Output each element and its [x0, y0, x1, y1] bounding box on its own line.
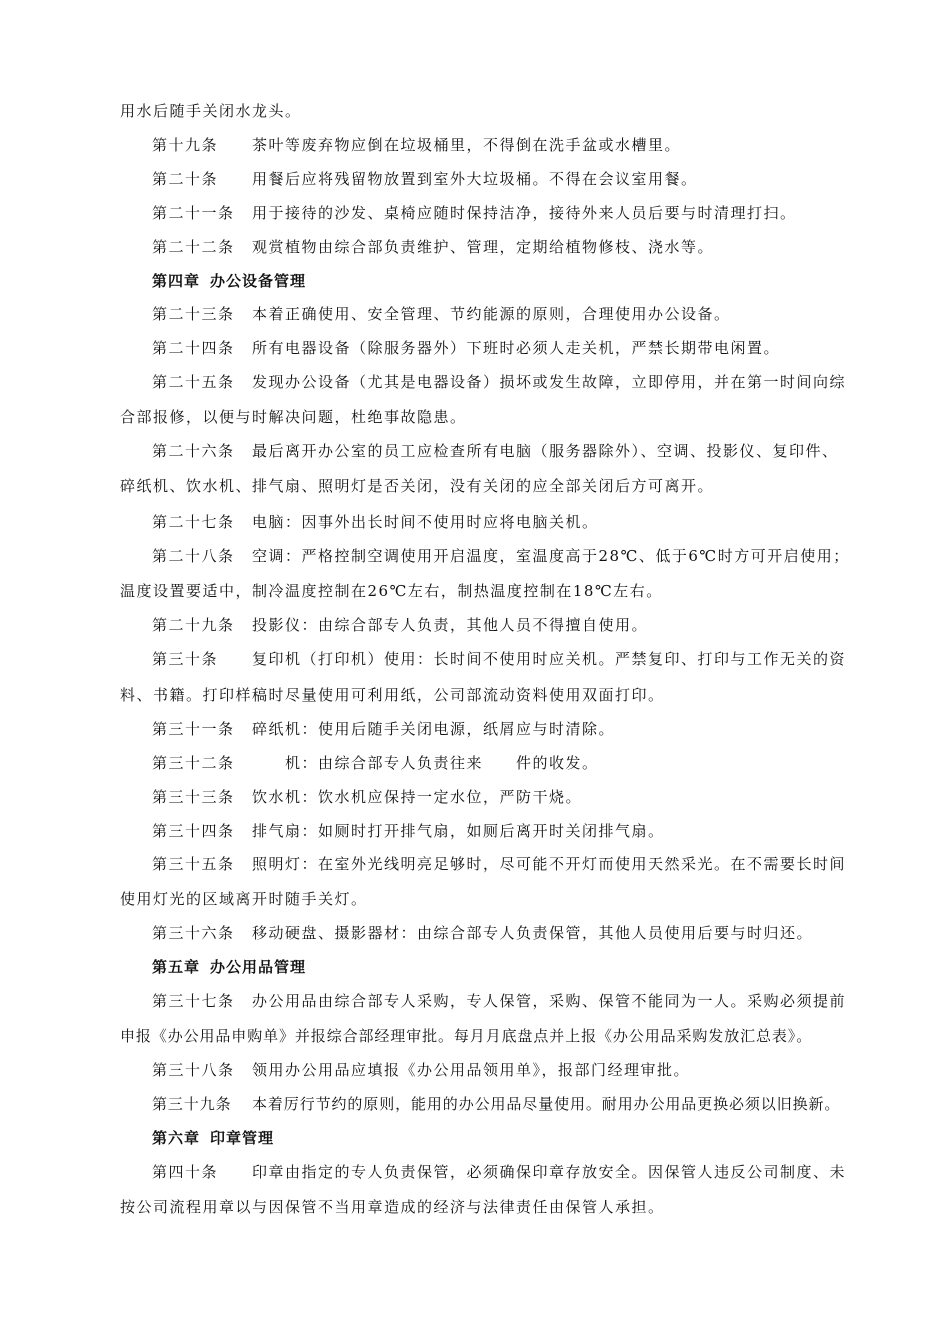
paragraph-line: 申报《办公用品申购单》并报综合部经理审批。每月月底盘点并上报《办公用品采购发放汇总表》。 — [120, 1027, 813, 1045]
article-text: 照明灯：在室外光线明亮足够时，尽可能不开灯而使用天然采光。在不需要长时间 — [252, 855, 847, 873]
article-text: 印章由指定的专人负责保管，必须确保印章存放安全。因保管人违反公司制度、未 — [252, 1163, 847, 1181]
article-text: 所有电器设备（除服务器外）下班时必须人走关机，严禁长期带电闲置。 — [252, 339, 781, 357]
article-number: 第三十条 — [152, 650, 219, 668]
article-number: 第二十三条 — [152, 305, 235, 323]
article-text: 茶叶等废弃物应倒在垃圾桶里，不得倒在洗手盆或水槽里。 — [252, 136, 682, 154]
article-line — [152, 511, 599, 532]
paragraph-line: 温度设置要适中，制冷温度控制在26℃左右，制热温度控制在18℃左右。 — [120, 582, 663, 600]
article-number: 第三十五条 — [152, 855, 235, 873]
article-number: 第四十条 — [152, 1163, 219, 1181]
article-number: 第二十九条 — [152, 616, 235, 634]
article-line — [152, 1093, 840, 1114]
article-number: 第二十条 — [152, 170, 219, 188]
article-number: 第三十七条 — [152, 992, 235, 1010]
article-text: 碎纸机：使用后随手关闭电源，纸屑应与时清除。 — [252, 720, 616, 738]
chapter-title: 办公用品管理 — [210, 958, 307, 976]
article-line — [152, 545, 850, 566]
article-line — [152, 1161, 846, 1182]
article-line — [152, 202, 797, 223]
article-text: 最后离开办公室的员工应检查所有电脑（服务器除外）、空调、投影仪、复印件、 — [252, 442, 839, 460]
article-number: 第二十四条 — [152, 339, 235, 357]
article-number: 第三十一条 — [152, 720, 235, 738]
article-number: 第三十八条 — [152, 1061, 235, 1079]
article-text: 观赏植物由综合部负责维护、管理，定期给植物修枝、浇水等。 — [252, 238, 715, 256]
article-line — [152, 1059, 690, 1080]
article-line — [152, 303, 731, 324]
chapter-number: 第五章 — [152, 958, 201, 976]
article-number: 第十九条 — [152, 136, 219, 154]
paragraph-line: 用水后随手关闭水龙头。 — [120, 102, 302, 120]
article-text: 领用办公用品应填报《办公用品领用单》，报部门经理审批。 — [252, 1061, 691, 1079]
article-line — [152, 134, 681, 155]
article-line — [152, 440, 839, 461]
article-text: 饮水机：饮水机应保持一定水位，严防干烧。 — [252, 788, 583, 806]
chapter-heading — [152, 956, 306, 977]
chapter-title: 办公设备管理 — [210, 272, 307, 290]
chapter-number: 第四章 — [152, 272, 201, 290]
article-text: 办公用品由综合部专人采购，专人保管，采购、保管不能同为一人。采购必须提前 — [252, 992, 847, 1010]
article-text: 空调：严格控制空调使用开启温度，室温度高于28℃、低于6℃时方可开启使用； — [252, 547, 850, 565]
article-line — [152, 752, 599, 773]
paragraph-line: 使用灯光的区域离开时随手关灯。 — [120, 890, 368, 908]
article-line — [152, 922, 813, 943]
chapter-number: 第六章 — [152, 1129, 201, 1147]
chapter-heading — [152, 1127, 274, 1148]
article-text: 投影仪：由综合部专人负责，其他人员不得擅自使用。 — [252, 616, 649, 634]
article-line — [152, 614, 648, 635]
article-text: 排气扇：如厕时打开排气扇，如厕后离开时关闭排气扇。 — [252, 822, 665, 840]
article-text: 本着正确使用、安全管理、节约能源的原则，合理使用办公设备。 — [252, 305, 731, 323]
paragraph-line: 合部报修，以便与时解决问题，杜绝事故隐患。 — [120, 408, 467, 426]
article-line — [152, 718, 615, 739]
article-text: 复印机（打印机）使用：长时间不使用时应关机。严禁复印、打印与工作无关的资 — [252, 650, 847, 668]
article-line — [152, 236, 714, 257]
article-text: 电脑：因事外出长时间不使用时应将电脑关机。 — [252, 513, 599, 531]
article-number: 第三十六条 — [152, 924, 235, 942]
article-number: 第三十三条 — [152, 788, 235, 806]
paragraph-line: 料、书籍。打印样稿时尽量使用可利用纸，公司部流动资料使用双面打印。 — [120, 686, 665, 704]
article-number: 第二十六条 — [152, 442, 235, 460]
article-text: 用餐后应将残留物放置到室外大垃圾桶。不得在会议室用餐。 — [252, 170, 698, 188]
article-line — [152, 853, 846, 874]
paragraph-line: 碎纸机、饮水机、排气扇、照明灯是否关闭，没有关闭的应全部关闭后方可离开。 — [120, 477, 715, 495]
article-number: 第二十五条 — [152, 373, 235, 391]
article-number: 第二十七条 — [152, 513, 235, 531]
article-text: 本着厉行节约的原则，能用的办公用品尽量使用。耐用办公用品更换必须以旧换新。 — [252, 1095, 841, 1113]
article-text: 发现办公设备（尤其是电器设备）损坏或发生故障，立即停用，并在第一时间向综 — [252, 373, 847, 391]
article-number: 第二十二条 — [152, 238, 235, 256]
article-number: 第三十二条 — [152, 754, 235, 772]
article-line — [152, 820, 665, 841]
article-line — [152, 371, 846, 392]
article-text: 机：由综合部专人负责往来 件的收发。 — [252, 754, 599, 772]
article-number: 第三十九条 — [152, 1095, 232, 1113]
article-text: 移动硬盘、摄影器材：由综合部专人负责保管，其他人员使用后要与时归还。 — [252, 924, 814, 942]
article-number: 第二十一条 — [152, 204, 235, 222]
article-line — [152, 786, 582, 807]
chapter-heading — [152, 270, 306, 291]
chapter-title: 印章管理 — [210, 1129, 275, 1147]
article-text: 用于接待的沙发、桌椅应随时保持洁净，接待外来人员后要与时清理打扫。 — [252, 204, 797, 222]
article-line — [152, 168, 698, 189]
article-number: 第三十四条 — [152, 822, 235, 840]
paragraph-line: 按公司流程用章以与因保管不当用章造成的经济与法律责任由保管人承担。 — [120, 1198, 665, 1216]
article-line — [152, 648, 846, 669]
article-line — [152, 337, 780, 358]
article-number: 第二十八条 — [152, 547, 235, 565]
article-line — [152, 990, 846, 1011]
